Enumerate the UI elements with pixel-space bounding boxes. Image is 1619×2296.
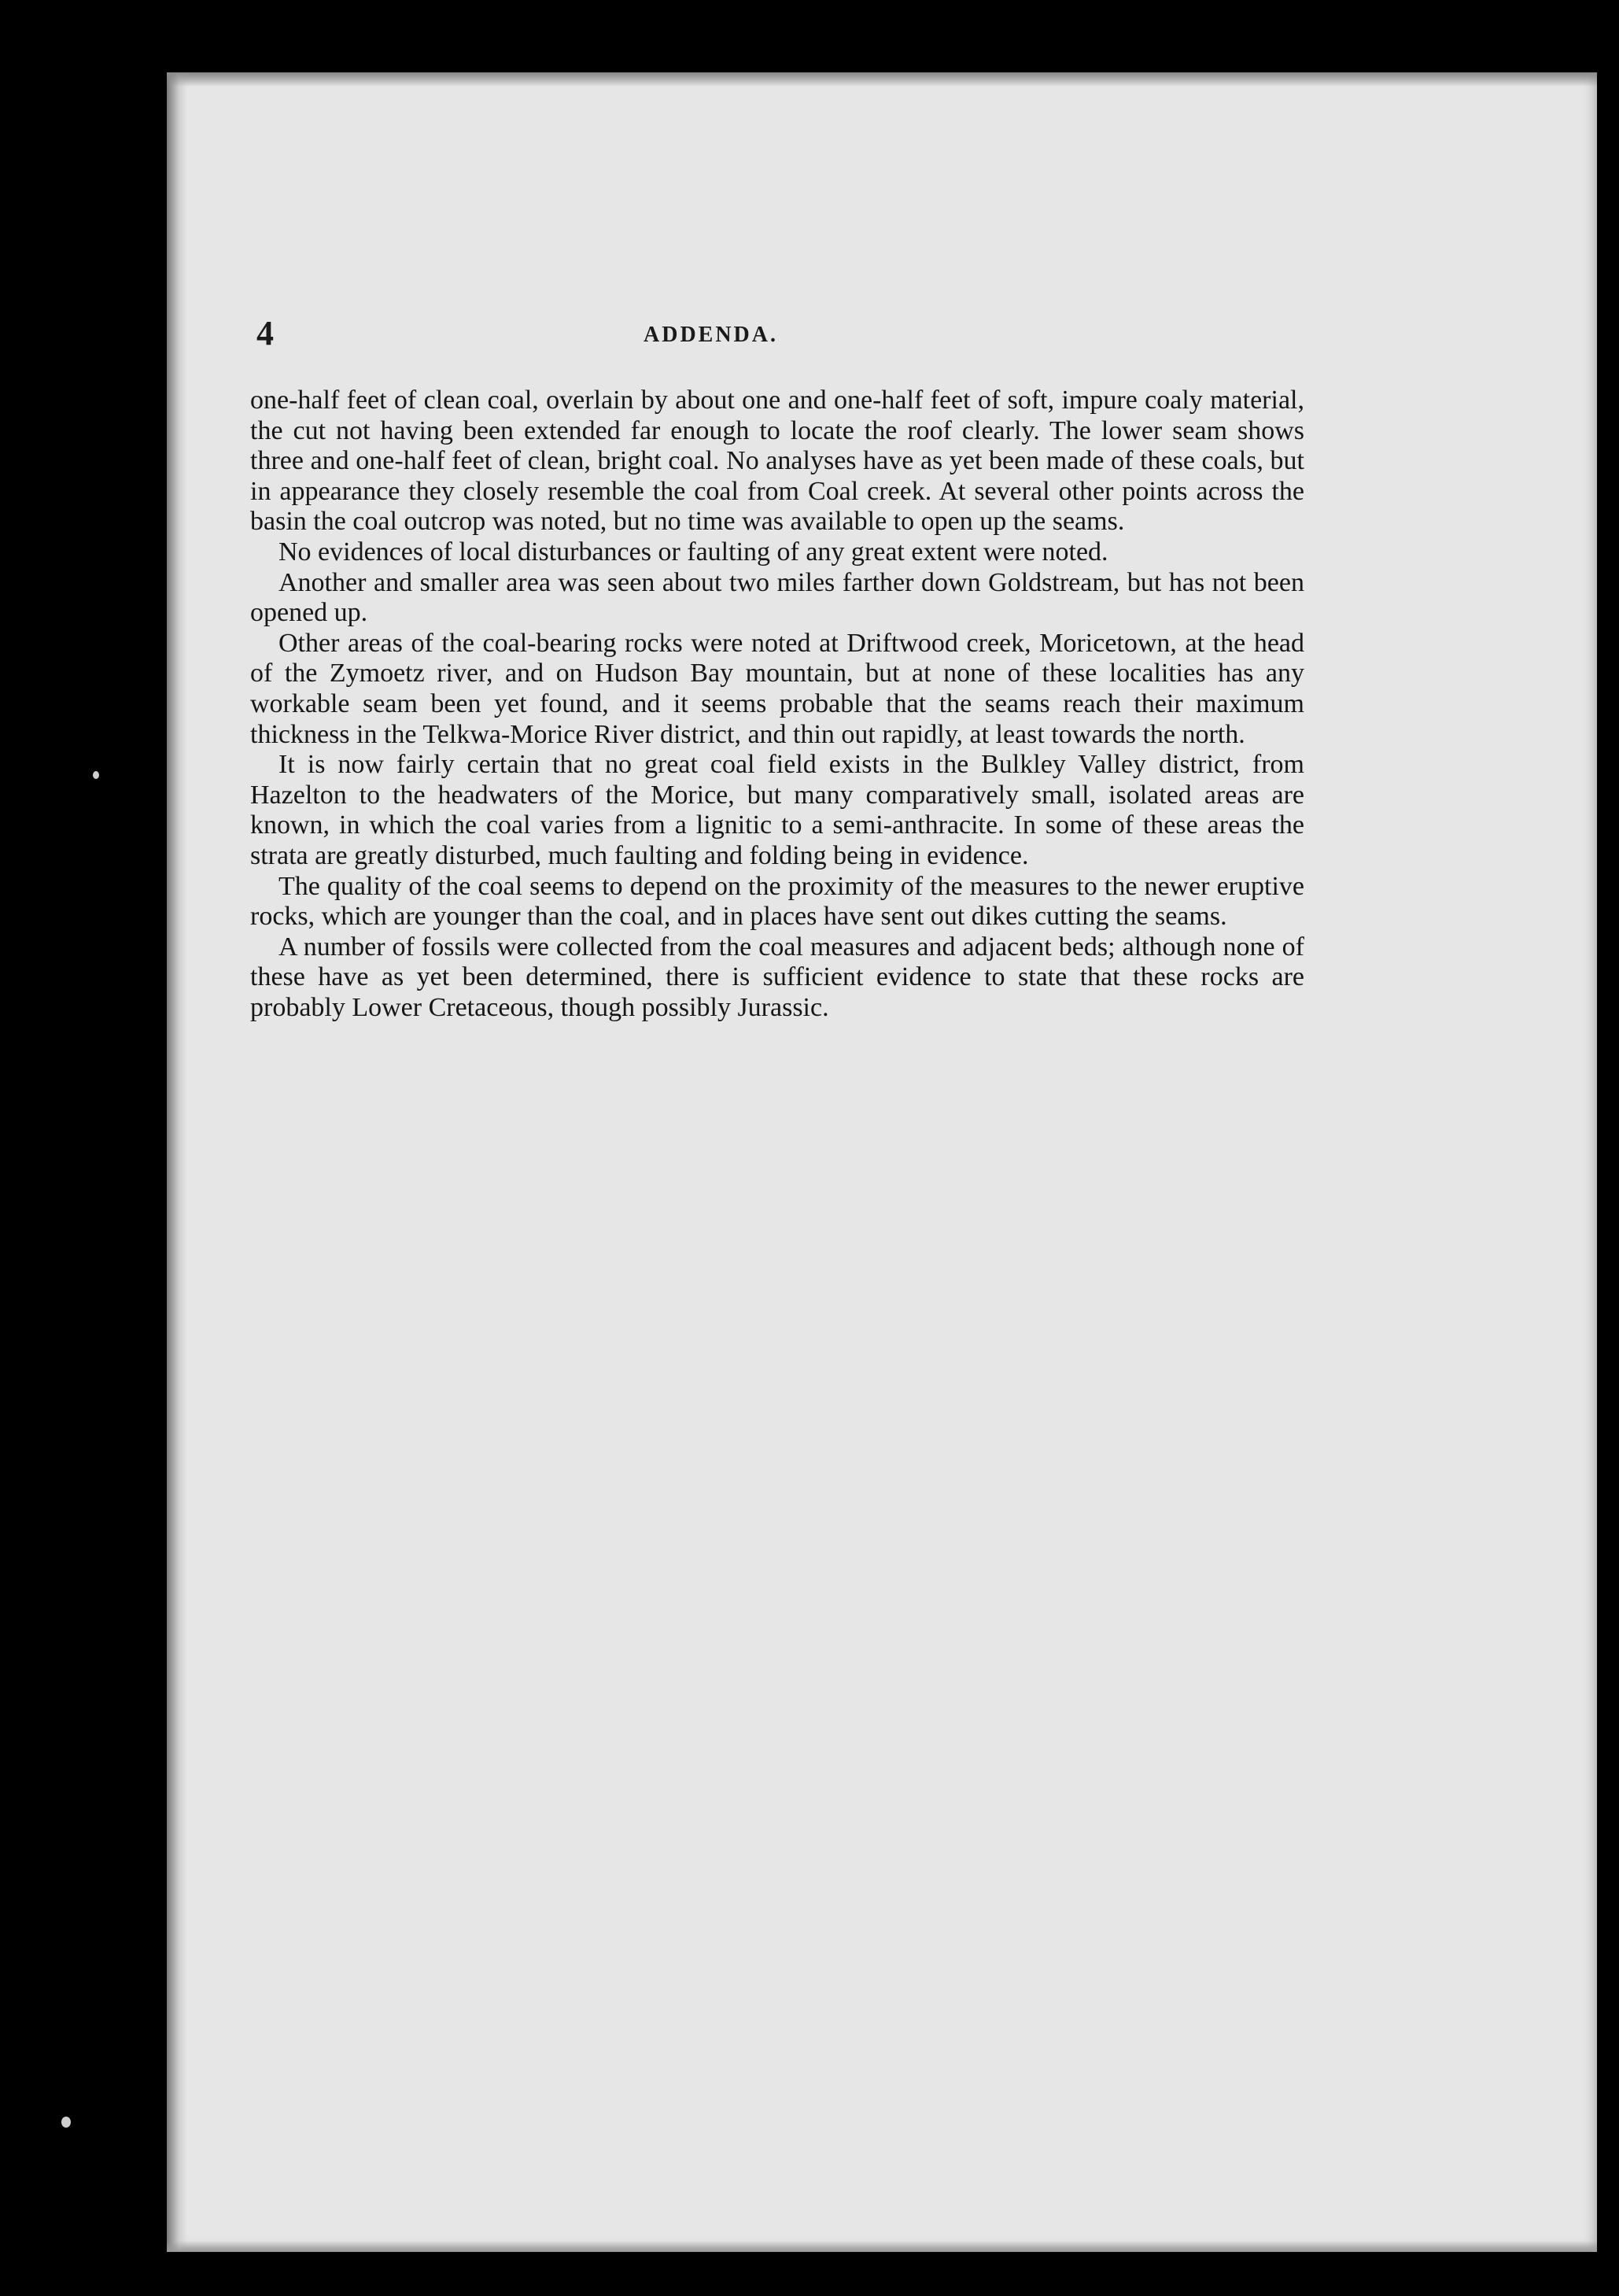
- page-number: 4: [256, 314, 274, 353]
- paragraph: It is now fairly certain that no great coal field exists in the Bulkley Valley district, from Hazelton to the headwaters of the Morice, but many comparatively small, isolated areas are known, in which the coal varies from a lignitic to a semi-anthracite. In some of these areas the strata are greatly disturbed, much faulting and folding being in evidence.: [250, 750, 1304, 870]
- scan-speck: [93, 771, 99, 779]
- paragraph: Other areas of the coal-bearing rocks were noted at Driftwood creek, Moricetown, at the head of the Zymoetz river, and on Hudson Bay mountain, but at none of these localities has any workable seam been yet found, and it seems probable that the seams reach their maximum thickness in the Telkwa-Morice River district, and thin out rapidly, at least towards the north.: [250, 628, 1304, 749]
- paragraph: one-half feet of clean coal, overlain by about one and one-half feet of soft, impure coaly material, the cut not having been extended far enough to locate the roof clearly. The lower seam shows three and one-half feet of clean, bright coal. No analyses have as yet been made of these coals, but in appearance they closely resemble the coal from Coal creek. At several other points across the basin the coal outcrop was noted, but no time was available to open up the seams.: [250, 386, 1304, 537]
- body-text: [250, 386, 1304, 1023]
- page-edge-bottom: [167, 2241, 1597, 2252]
- scan-speck: [61, 2117, 71, 2128]
- page-edge-top: [167, 72, 1597, 87]
- paragraph: No evidences of local disturbances or faulting of any great extent were noted.: [278, 537, 1108, 567]
- paragraph: The quality of the coal seems to depend on the proximity of the measures to the newer eruptive rocks, which are younger than the coal, and in places have sent out dikes cutting the seams.: [250, 871, 1304, 932]
- paragraph: Another and smaller area was seen about two miles farther down Goldstream, but has not been opened up.: [250, 567, 1304, 628]
- paragraph: A number of fossils were collected from the coal measures and adjacent beds; although none of these have as yet been determined, there is sufficient evidence to state that these rocks are probably Lower Cretaceous, though possibly Jurassic.: [250, 932, 1304, 1022]
- running-head: ADDENDA.: [644, 323, 778, 347]
- page-edge-left: [167, 72, 187, 2252]
- page-header: [250, 313, 1304, 360]
